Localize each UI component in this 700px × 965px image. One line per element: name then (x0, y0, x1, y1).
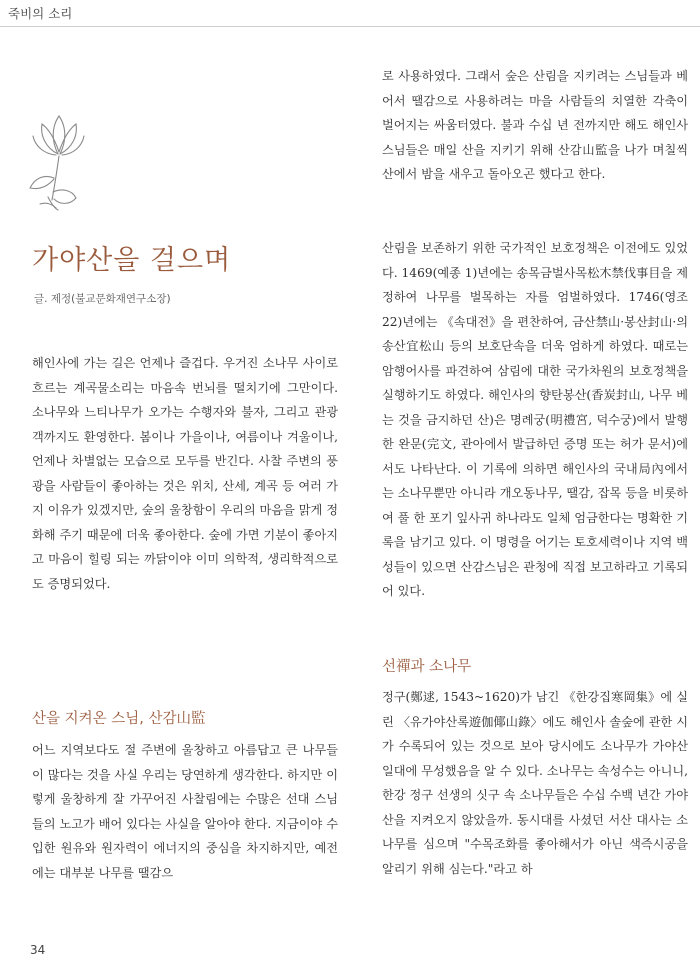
page-number: 34 (30, 943, 46, 957)
lotus-illustration-icon (18, 104, 100, 214)
section1-paragraph: 어느 지역보다도 절 주변에 울창하고 아름답고 큰 나무들이 많다는 것을 사실 우리는 당연하게 생각한다. 하지만 이렇게 울창하게 잘 가꾸어진 사찰림에는 수많은 선대 스님들의 노고가 배어 있다는 사실을 알아야 한다. 지금이야 수입한 원유와 원자력이 에너지의 중심을 차지하지만, 예전에는 대부분 나무를 땔감으 (32, 743, 338, 880)
section-heading-zen-pine: 선禪과 소나무 (382, 659, 472, 675)
continued-paragraph: 로 사용하였다. 그래서 숲은 산림을 지키려는 스님들과 베어서 땔감으로 사용하려는 마을 사람들의 치열한 각축이 벌어지는 싸움터였다. 불과 수십 년 전까지만 해도 해인사 스님들은 매일 산을 지키기 위해 산감山監을 나가 며칠씩 산에서 밤을 새우고 돌아오곤 했다고 한다. (382, 69, 688, 181)
intro-paragraph: 해인사에 가는 길은 언제나 즐겁다. 우거진 소나무 사이로 흐르는 계곡물소리는 마음속 번뇌를 떨치기에 그만이다. 소나무와 느티나무가 오가는 수행자와 불자, 그리고 관광객까지도 환영한다. 봄이나 가을이나, 여름이나 겨울이나, 언제나 차별없는 모습으로 모두를 반긴다. 사찰 주변의 풍광을 사람들이 좋아하는 것은 위치, 산세, 계곡 등 여러 가지 이유가 있겠지만, 숲의 울창함이 우리의 마음을 맑게 정화해 주기 때문에 더욱 좋아한다. 숲에 가면 기분이 좋아지고 마음이 힐링 되는 까닭이야 이미 의학적, 생리학적으로도 증명되었다. (32, 356, 338, 591)
section-heading-mountain-guardian: 산을 지켜온 스님, 산감山監 (32, 711, 206, 727)
article-title: 가야산을 걸으며 (32, 245, 232, 276)
forest-protection-paragraph: 산림을 보존하기 위한 국가적인 보호정책은 이전에도 있었다. 1469(예종 1)년에는 송목금벌사목松木禁伐事目을 제정하여 나무를 벌목하는 자를 엄벌하였다. 1746(영조 22)년에는 《속대전》을 편찬하여, 금산禁山·봉산封山·의송산宜松山 등의 보호단속을 더욱 엄하게 하였다. 때로는 암행어사를 파견하여 삼림에 대한 국가차원의 보호정책을 실행하기도 하였다. 해인사의 향탄봉산(香炭封山, 나무 베는 것을 금지하던 산)은 명례궁(明禮宮, 덕수궁)에서 발행한 완문(完文, 관아에서 발급하던 증명 또는 허가 문서)에서도 나타난다. 이 기록에 의하면 해인사의 국내局內에서는 소나무뿐만 아니라 개오동나무, 땔감, 잡목 등을 비롯하여 풀 한 포기 잎사귀 하나라도 일체 엄금한다는 명확한 기록을 남기고 있다. 이 명령을 어기는 토호세력이나 지역 백성들이 있으면 산감스님은 관청에 직접 보고하라고 기록되어 있다. (382, 241, 688, 598)
header-divider (0, 26, 700, 27)
running-header: 죽비의 소리 (8, 6, 73, 21)
byline: 글. 제정(불교문화재연구소장) (34, 293, 171, 305)
section2-paragraph: 정구(鄭逑, 1543~1620)가 남긴 《한강집寒岡集》에 실린 〈유가야산록遊伽倻山錄〉에도 해인사 솔숲에 관한 시가 수록되어 있는 것으로 보아 당시에도 소나무가 가야산 일대에 무성했음을 알 수 있다. 소나무는 속성수는 아니니, 한강 정구 선생의 싯구 속 소나무들은 수십 수백 년간 가야산을 지켜오지 않았을까. 동시대를 사셨던 서산 대사는 소나무를 심으며 "수목조화를 좋아해서가 아닌 색즉시공을 알리기 위해 심는다."라고 하 (382, 690, 688, 876)
